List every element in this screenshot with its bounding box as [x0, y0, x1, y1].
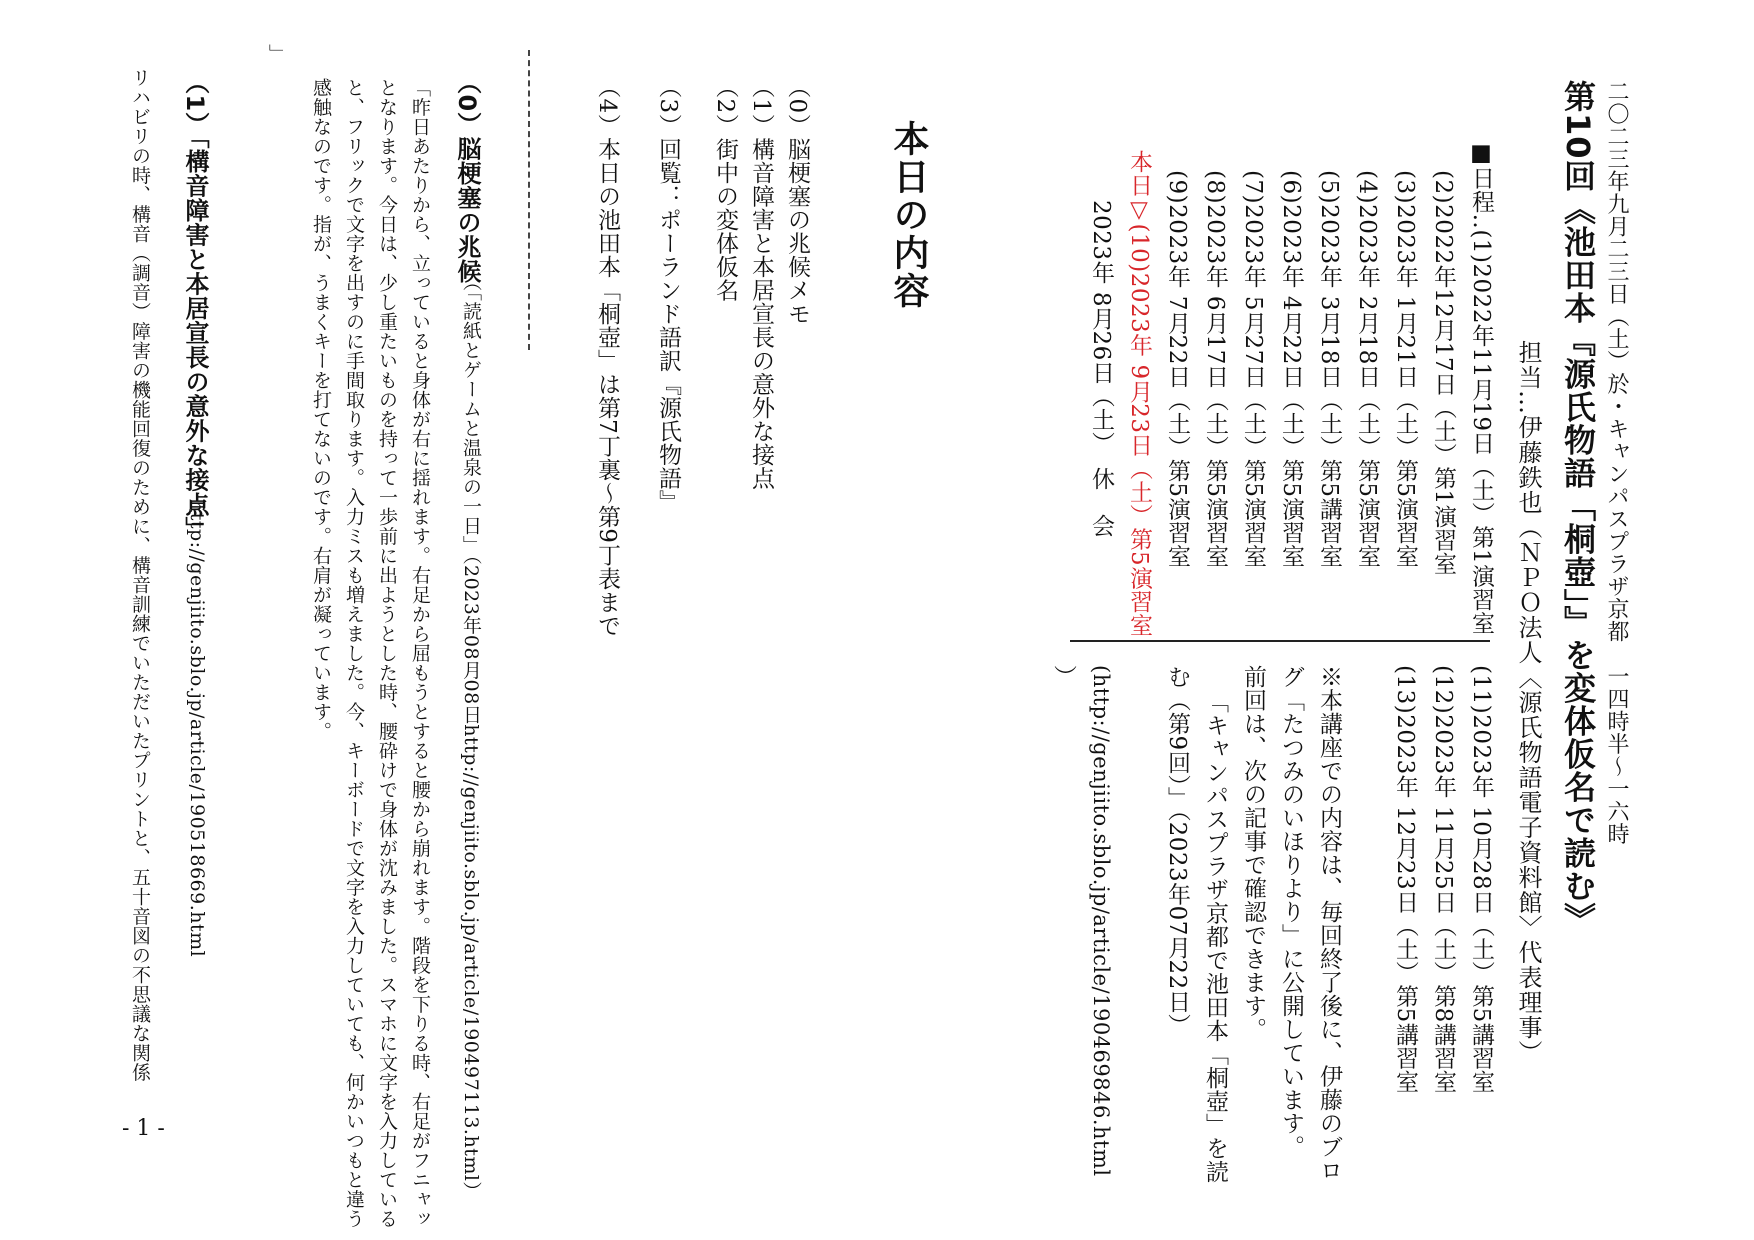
presenter: 担当…伊藤鉄也（ＮＰＯ法人〈源氏物語電子資料館〉代表理事）	[1514, 340, 1542, 1065]
section0-body-1: 「昨日あたりから、立っていると身体が右に揺れます。右足から屈もうとすると腰から崩れます。階段を下りる時、右足がフニャッ	[409, 78, 431, 1229]
schedule-future-13: (13)2023年 12月23日（土）第5講習室	[1392, 665, 1418, 1094]
note-line-2: グ「たつみのいほりより」に公開しています。	[1278, 665, 1304, 1159]
section1-url: http://genjiito.sblo.jp/article/190518669.html	[186, 500, 208, 958]
section0-source: （「読紙とゲームと温泉の一日」（2023年08月08日http://genjiito.sblo.jp/article/190497113.html）	[460, 272, 482, 1201]
schedule-future-12: (12)2023年 11月25日（土）第8講習室	[1430, 665, 1456, 1094]
schedule-divider	[1070, 640, 1490, 642]
contents-item-3: （3）回覧：ポーランド語訳『源氏物語』	[655, 75, 681, 514]
note-url: (http://genjiito.sblo.jp/article/190469846.html	[1089, 665, 1113, 1177]
schedule-line-4: (4)2023年 2月18日（土）第5演習室	[1354, 170, 1380, 568]
date-venue: 二〇二三年九月二三日（土）於・キャンパスプラザ京都 一四時半～一六時	[1604, 80, 1629, 845]
schedule-line-1: ■日程‥(1)2022年11月19日（土）第1演習室	[1468, 140, 1494, 635]
section0-heading: （0）脳梗塞の兆候	[453, 70, 481, 284]
section0-body-5: 」	[266, 44, 288, 64]
section0-body-3: と、フリックで文字を出すのに手間取ります。入力ミスも増えました。今、キーボードで文字を入力していても、何かいつもと違う	[343, 78, 365, 1229]
schedule-line-6: (6)2023年 4月22日（土）第5演習室	[1278, 170, 1304, 568]
note-line-3: 前回は、次の記事で確認できます。	[1240, 665, 1266, 1041]
note-line-1: ※本講座での内容は、毎回終了後に、伊藤のブロ	[1316, 665, 1342, 1182]
schedule-line-9: (9)2023年 7月22日（土）第5演習室	[1164, 170, 1190, 568]
schedule-future-11: (11)2023年 10月28日（土）第5講習室	[1468, 665, 1494, 1094]
contents-item-2: （2）街中の変体仮名	[712, 75, 738, 302]
note-line-5: む（第9回）」（2023年07月22日）	[1164, 665, 1190, 1037]
page-number: - 1 -	[122, 1116, 165, 1141]
note-line-4: 「キャンパスプラザ京都で池田本「桐壺」を読	[1202, 690, 1228, 1184]
contents-item-0: （0）脳梗塞の兆候メモ	[784, 75, 810, 326]
note-close: ）	[1050, 665, 1076, 689]
schedule-line-7: (7)2023年 5月27日（土）第5演習室	[1240, 170, 1266, 568]
schedule-line-3: (3)2023年 1月21日（土）第5演習室	[1392, 170, 1418, 568]
section0-body-4: 感触なのです。指が、うまくキーを打てないのです。右肩が凝っています。	[310, 78, 332, 741]
page-title: 第10回《池田本『源氏物語「桐壺」』を変体仮名で読む》	[1559, 80, 1597, 936]
contents-heading: 本日の内容	[888, 120, 929, 310]
contents-item-1: （1）構音障害と本居宣長の意外な接点	[748, 75, 774, 490]
contents-divider	[528, 50, 532, 350]
section1-body: リハビリの時、構音（調音）障害の機能回復のために、構音訓練でいただいたプリントと、五十音図の不思議な関係	[129, 68, 151, 1082]
schedule-line-8: (8)2023年 6月17日（土）第5演習室	[1202, 170, 1228, 568]
schedule-today: 本日▽(10)2023年 9月23日（土）第5演習室	[1126, 150, 1152, 637]
schedule-line-5: (5)2023年 3月18日（土）第5講習室	[1316, 170, 1342, 568]
contents-item-4: （4）本日の池田本「桐壺」は第7丁裏～第9丁表まで	[594, 75, 620, 638]
section1-heading: （1）「構音障害と本居宣長の意外な接点」	[181, 70, 209, 541]
schedule-line-2: (2)2022年12月17日（土）第1演習室	[1430, 170, 1456, 576]
section0-body-2: となります。今日は、少し重たいものを持って一歩前に出ようとした時、腰砕けで身体が沈みました。スマホに文字を入力している	[376, 78, 398, 1229]
schedule-closed: 2023年 8月26日（土） 休 会	[1088, 200, 1114, 538]
